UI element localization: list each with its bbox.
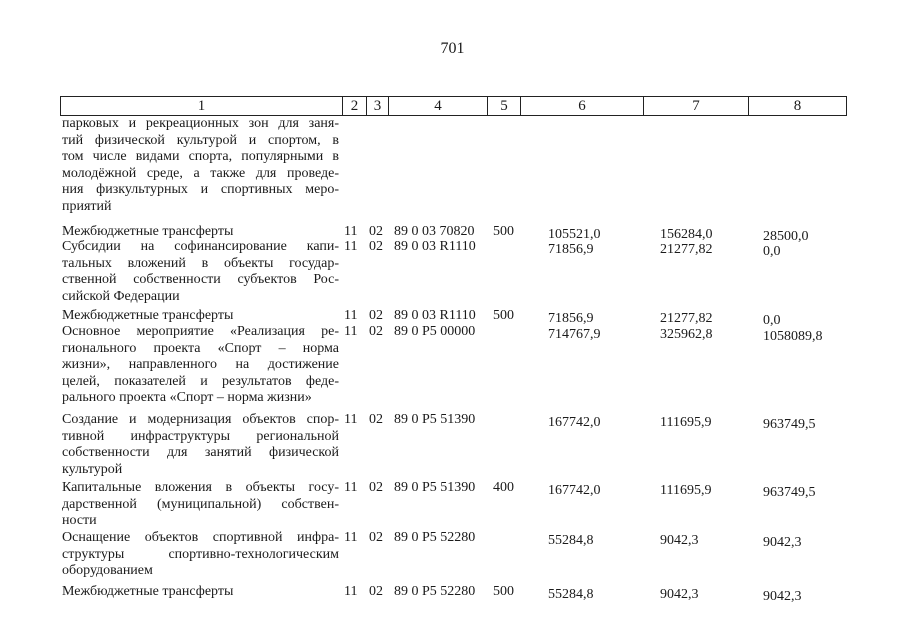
amount-col-6: 71856,9 <box>548 242 594 257</box>
amount-col-7: 9042,3 <box>660 533 699 548</box>
target-article-code: 89 0 P5 00000 <box>394 324 476 339</box>
subsection-code: 02 <box>369 530 383 545</box>
row-name-line: тий физической культурой и спортом, в <box>62 132 339 148</box>
row-name-line: жизни», направленного на достижение <box>62 357 339 372</box>
row-name-line: Межбюджетные трансферты <box>62 308 234 323</box>
amount-col-8: 963749,5 <box>763 417 816 432</box>
amount-col-7: 21277,82 <box>660 311 713 326</box>
subsection-code: 02 <box>369 239 383 254</box>
section-code: 11 <box>344 530 358 545</box>
amount-col-6: 71856,9 <box>548 311 594 326</box>
row-name-line: молодёжной среде, а также для проведе- <box>62 165 339 181</box>
section-code: 11 <box>344 412 358 427</box>
row-name-line: приятий <box>62 198 112 214</box>
subsection-code: 02 <box>369 584 383 599</box>
section-code: 11 <box>344 480 358 495</box>
row-name-line: ния физкультурных и спортивных меро- <box>62 182 339 197</box>
row-name-line: Оснащение объектов спортивной инфра- <box>62 530 339 545</box>
row-name-line: целей, показателей и результатов феде- <box>62 373 339 389</box>
header-col-5: 5 <box>488 97 521 115</box>
table-header <box>60 96 847 116</box>
amount-col-7: 156284,0 <box>660 227 713 242</box>
row-name-line: тальных вложений в объекты государ- <box>62 255 339 271</box>
amount-col-7: 21277,82 <box>660 242 713 257</box>
amount-col-8: 1058089,8 <box>763 329 823 344</box>
amount-col-8: 9042,3 <box>763 589 802 604</box>
expense-type-code: 500 <box>493 584 514 599</box>
section-code: 11 <box>344 224 358 239</box>
row-name-line: ности <box>62 513 97 528</box>
header-col-7: 7 <box>644 97 749 115</box>
expense-type-code: 500 <box>493 224 514 239</box>
target-article-code: 89 0 P5 51390 <box>394 480 476 495</box>
amount-col-6: 714767,9 <box>548 327 601 342</box>
row-name-line: дарственной (муниципальной) собствен- <box>62 496 339 512</box>
subsection-code: 02 <box>369 480 383 495</box>
row-name-line: культурой <box>62 461 123 477</box>
target-article-code: 89 0 03 R1110 <box>394 239 476 254</box>
target-article-code: 89 0 03 R1110 <box>394 308 476 323</box>
target-article-code: 89 0 P5 51390 <box>394 412 476 427</box>
amount-col-7: 9042,3 <box>660 587 699 602</box>
section-code: 11 <box>344 239 358 254</box>
row-name-line: тивной инфраструктуры региональной <box>62 428 339 444</box>
amount-col-6: 55284,8 <box>548 587 594 602</box>
amount-col-6: 167742,0 <box>548 483 601 498</box>
subsection-code: 02 <box>369 308 383 323</box>
amount-col-6: 167742,0 <box>548 415 601 430</box>
amount-col-6: 105521,0 <box>548 227 601 242</box>
row-name-line: том числе видами спорта, популярными в <box>62 149 339 164</box>
row-name-line: гионального проекта «Спорт – норма <box>62 340 339 356</box>
row-name-line: Межбюджетные трансферты <box>62 224 234 239</box>
header-col-1: 1 <box>61 97 343 115</box>
row-name-line: собственности для занятий физической <box>62 445 339 460</box>
amount-col-7: 111695,9 <box>660 483 712 498</box>
amount-col-8: 0,0 <box>763 244 781 259</box>
header-col-8: 8 <box>793 98 802 114</box>
row-name-line: оборудованием <box>62 563 153 578</box>
section-code: 11 <box>344 308 358 323</box>
amount-col-8: 0,0 <box>763 313 781 328</box>
page-number: 701 <box>440 40 465 57</box>
expense-type-code: 400 <box>493 480 514 495</box>
subsection-code: 02 <box>369 324 383 339</box>
row-name-line: парковых и рекреационных зон для заня- <box>62 116 339 131</box>
subsection-code: 02 <box>369 412 383 427</box>
amount-col-8: 28500,0 <box>763 229 809 244</box>
row-name-line: рального проекта «Спорт – норма жизни» <box>62 390 312 405</box>
row-name-line: ственной собственности субъектов Рос- <box>62 272 339 287</box>
row-name-line: сийской Федерации <box>62 288 180 304</box>
row-name-line: структуры спортивно-технологическим <box>62 546 339 562</box>
header-col-3: 3 <box>367 97 389 115</box>
section-code: 11 <box>344 584 358 599</box>
target-article-code: 89 0 P5 52280 <box>394 584 476 599</box>
amount-col-7: 325962,8 <box>660 327 713 342</box>
amount-col-7: 111695,9 <box>660 415 712 430</box>
row-name-line: Создание и модернизация объектов спор- <box>62 412 339 427</box>
header-col-4: 4 <box>389 97 488 115</box>
row-name-line: Основное мероприятие «Реализация ре- <box>62 324 339 339</box>
row-name-line: Межбюджетные трансферты <box>62 584 234 599</box>
subsection-code: 02 <box>369 224 383 239</box>
header-col-2: 2 <box>343 97 367 115</box>
row-name-line: Капитальные вложения в объекты госу- <box>62 480 339 495</box>
amount-col-8: 9042,3 <box>763 535 802 550</box>
target-article-code: 89 0 03 70820 <box>394 224 475 239</box>
header-col-6: 6 <box>521 97 644 115</box>
amount-col-8: 963749,5 <box>763 485 816 500</box>
row-name-line: Субсидии на софинансирование капи- <box>62 239 339 254</box>
target-article-code: 89 0 P5 52280 <box>394 530 476 545</box>
expense-type-code: 500 <box>493 308 514 323</box>
section-code: 11 <box>344 324 358 339</box>
amount-col-6: 55284,8 <box>548 533 594 548</box>
